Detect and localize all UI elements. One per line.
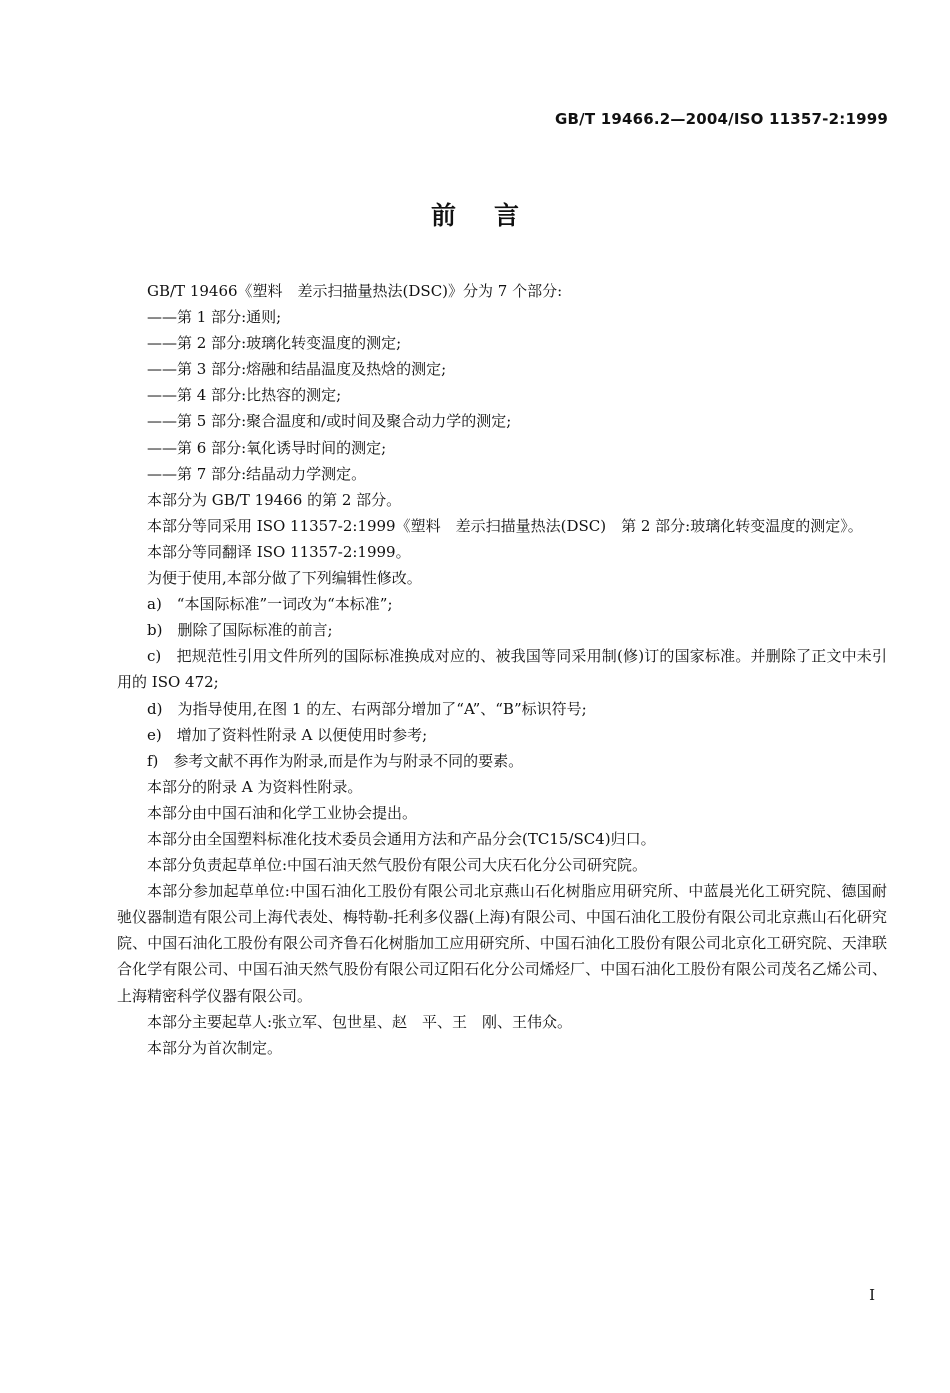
paragraph-intro: GB/T 19466《塑料 差示扫描量热法(DSC)》分为 7 个部分: [147, 282, 563, 300]
paragraph-participating-drafters: 本部分参加起草单位:中国石油化工股份有限公司北京燕山石化树脂应用研究所、中蓝晨光化工研究院、德国耐驰仪器制造有限公司上海代表处、梅特勒-托利多仪器(上海)有限公司、中国石油化工股份有限公司北京燕山石化研究院、中国石油化工股份有限公司齐鲁石化树脂加工应用研究所、中国石油化工股份有限公司北京化工研究院、天津联合化学有限公司、中国石油天然气股份有限公司辽阳石化分公司烯烃厂、中国石油化工股份有限公司茂名乙烯公司、上海精密科学仪器有限公司。 [117, 882, 887, 1005]
edit-item-a: a) “本国际标准”一词改为“本标准”; [147, 595, 393, 614]
list-item-part-3: ——第 3 部分:熔融和结晶温度及热焓的测定; [147, 360, 447, 379]
edit-item-d: d) 为指导使用,在图 1 的左、右两部分增加了“A”、“B”标识符号; [147, 699, 587, 718]
edit-item-f: f) 参考文献不再作为附录,而是作为与附录不同的要素。 [147, 751, 524, 770]
foreword-body [117, 278, 887, 1061]
list-item-part-6: ——第 6 部分:氧化诱导时间的测定; [147, 438, 387, 457]
paragraph-centralized-by: 本部分由全国塑料标准化技术委员会通用方法和产品分会(TC15/SC4)归口。 [147, 829, 656, 848]
list-item-part-5: ——第 5 部分:聚合温度和/或时间及聚合动力学的测定; [147, 412, 512, 431]
paragraph-annex: 本部分的附录 A 为资料性附录。 [147, 777, 363, 796]
paragraph-lead-drafter: 本部分负责起草单位:中国石油天然气股份有限公司大庆石化分公司研究院。 [147, 856, 648, 875]
paragraph-proposed-by: 本部分由中国石油和化学工业协会提出。 [147, 803, 418, 822]
page-title: 前言 [430, 201, 557, 230]
paragraph-part-statement: 本部分为 GB/T 19466 的第 2 部分。 [147, 490, 402, 509]
list-item-part-7: ——第 7 部分:结晶动力学测定。 [147, 464, 367, 483]
edit-item-b: b) 删除了国际标准的前言; [147, 621, 333, 640]
list-item-part-1: ——第 1 部分:通则; [147, 308, 282, 327]
paragraph-edits-intro: 为便于使用,本部分做了下列编辑性修改。 [147, 569, 422, 588]
list-item-part-2: ——第 2 部分:玻璃化转变温度的测定; [147, 334, 402, 353]
list-item-part-4: ——第 4 部分:比热容的测定; [147, 386, 342, 405]
edit-item-c: c) 把规范性引用文件所列的国际标准换成对应的、被我国等同采用制(修)订的国家标准。并删除了正文中未引用的 ISO 472; [117, 647, 887, 692]
standard-code: GB/T 19466.2—2004/ISO 11357-2:1999 [555, 110, 888, 128]
paragraph-main-drafters: 本部分主要起草人:张立军、包世星、赵 平、王 刚、王伟众。 [147, 1012, 573, 1031]
paragraph-translation: 本部分等同翻译 ISO 11357-2:1999。 [147, 542, 411, 561]
page-number: I [869, 1286, 875, 1304]
edit-item-e: e) 增加了资料性附录 A 以便使用时参考; [147, 725, 428, 744]
paragraph-first-edition: 本部分为首次制定。 [147, 1038, 283, 1057]
paragraph-adoption: 本部分等同采用 ISO 11357-2:1999《塑料 差示扫描量热法(DSC) 第 2 部分:玻璃化转变温度的测定》。 [147, 516, 863, 535]
